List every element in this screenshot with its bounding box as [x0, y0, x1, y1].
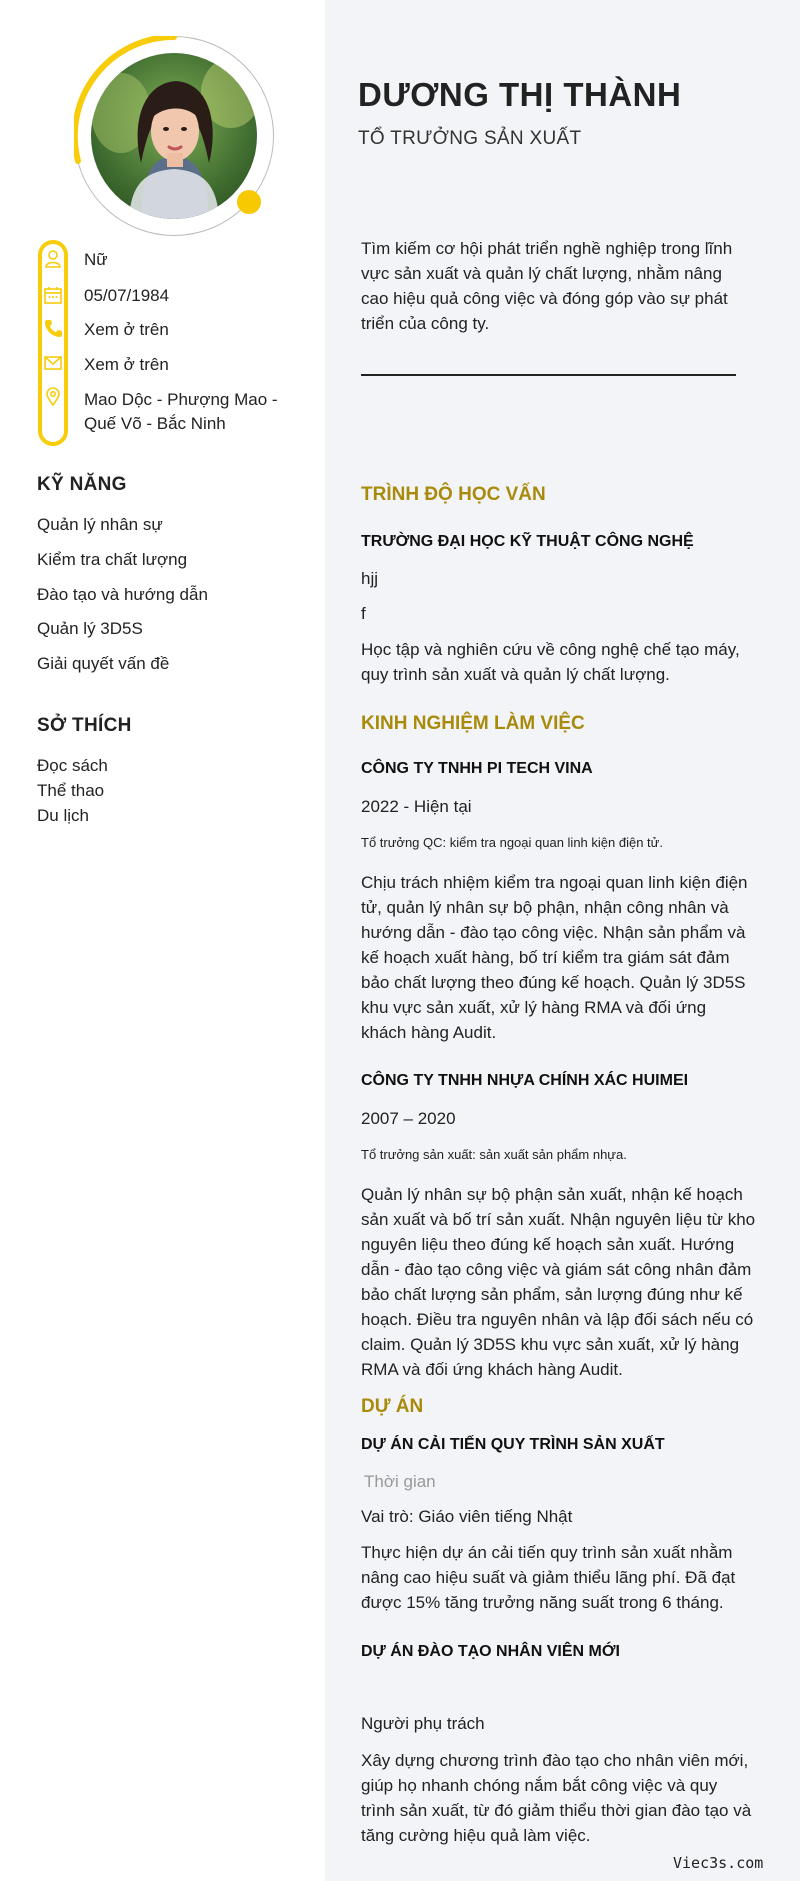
job-description: Chịu trách nhiệm kiểm tra ngoại quan linh kiện điện tử, quản lý nhân sự bộ phận, nhận công nhân và hướng dẫn - đào tạo công việc. Nhận sản phẩm và kế hoạch xuất hàng, bố trí kiểm tra giám sát đảm bảo chất lượng theo đúng kế hoạch. Quản lý 3D5S khu vực sản xuất, xử lý hàng RMA và đối ứng khách hàng Audit. [361, 873, 748, 1042]
career-objective: Tìm kiếm cơ hội phát triển nghề nghiệp trong lĩnh vực sản xuất và quản lý chất lượng, nhằm nâng cao hiệu quả công việc và đóng góp vào sự phát triển của công ty. [361, 239, 733, 333]
contact-icon-rail [38, 240, 68, 446]
education-line: hjj [361, 569, 379, 588]
job-period: 2022 - Hiện tại [361, 797, 472, 816]
company-name: CÔNG TY TNHH NHỰA CHÍNH XÁC HUIMEI [361, 1072, 689, 1089]
email: Xem ở trên [84, 355, 169, 374]
candidate-name: DƯƠNG THỊ THÀNH [358, 76, 682, 113]
skill-item: Đào tạo và hướng dẫn [37, 585, 208, 604]
job-period: 2007 – 2020 [361, 1109, 456, 1128]
project-time: Thời gian [364, 1472, 436, 1491]
skill-item: Giải quyết vấn đề [37, 654, 170, 673]
job-title: TỔ TRƯỞNG SẢN XUẤT [358, 128, 582, 149]
education-heading: TRÌNH ĐỘ HỌC VẤN [361, 484, 546, 505]
hobby-item: Du lịch [37, 806, 89, 825]
job-description: Quản lý nhân sự bộ phận sản xuất, nhận kế hoạch sản xuất và bố trí sản xuất. Nhận nguyên liệu từ kho nguyên liệu theo đúng kế hoạch sản xuất. Hướng dẫn - đào tạo công việc và giám sát công nhân đảm bảo chất lượng sản phẩm, sản lượng đúng như kế hoạch. Điều tra nguyên nhân và lập đối sách nếu có claim. Quản lý 3D5S khu vực sản xuất, xử lý hàng RMA và đối ứng khách hàng Audit. [361, 1185, 756, 1379]
company-name: CÔNG TY TNHH PI TECH VINA [361, 760, 593, 777]
project-name: DỰ ÁN CẢI TIẾN QUY TRÌNH SẢN XUẤT [361, 1436, 665, 1453]
projects-heading: DỰ ÁN [361, 1396, 424, 1417]
gender: Nữ [84, 250, 108, 269]
skills-heading: KỸ NĂNG [37, 474, 127, 495]
experience-heading: KINH NGHIỆM LÀM VIỆC [361, 713, 585, 734]
location-pin-icon [43, 386, 63, 406]
avatar-accent-dot [237, 190, 261, 214]
watermark: Viec3s.com [673, 1854, 764, 1872]
project-role: Người phụ trách [361, 1714, 485, 1733]
education-description: Học tập và nghiên cứu về công nghệ chế tạo máy, quy trình sản xuất và quản lý chất lượng. [361, 640, 740, 684]
hobby-item: Thể thao [37, 781, 105, 800]
skill-item: Kiểm tra chất lượng [37, 550, 188, 569]
project-description: Thực hiện dự án cải tiến quy trình sản xuất nhằm nâng cao hiệu suất và giảm thiểu lãng phí. Đã đạt được 15% tăng trưởng năng suất trong 6 tháng. [361, 1543, 736, 1612]
job-role: Tổ trưởng sản xuất: sản xuất sản phẩm nhựa. [361, 1147, 627, 1162]
job-role: Tổ trưởng QC: kiểm tra ngoại quan linh kiện điện tử. [361, 835, 663, 850]
user-icon [43, 249, 63, 269]
date-of-birth: 05/07/1984 [84, 286, 170, 305]
address: Mao Dộc - Phượng Mao - Quế Võ - Bắc Ninh [84, 390, 278, 433]
phone-icon [43, 318, 63, 338]
hobby-item: Đọc sách [37, 756, 108, 775]
project-role: Vai trò: Giáo viên tiếng Nhật [361, 1507, 573, 1526]
project-description: Xây dựng chương trình đào tạo cho nhân viên mới, giúp họ nhanh chóng nắm bắt công việc và quy trình sản xuất, từ đó giảm thiểu thời gian đào tạo và tăng cường hiệu quả làm việc. [361, 1751, 752, 1845]
skill-item: Quản lý 3D5S [37, 619, 143, 638]
email-icon [43, 353, 63, 373]
skill-item: Quản lý nhân sự [37, 515, 163, 534]
avatar [74, 36, 274, 236]
education-line: f [361, 604, 366, 623]
phone: Xem ở trên [84, 320, 169, 339]
calendar-icon [43, 285, 63, 305]
school-name: TRƯỜNG ĐẠI HỌC KỸ THUẬT CÔNG NGHỆ [361, 533, 694, 550]
project-name: DỰ ÁN ĐÀO TẠO NHÂN VIÊN MỚI [361, 1643, 620, 1660]
profile-photo [91, 53, 257, 219]
divider [361, 374, 736, 376]
hobbies-heading: SỞ THÍCH [37, 715, 132, 736]
